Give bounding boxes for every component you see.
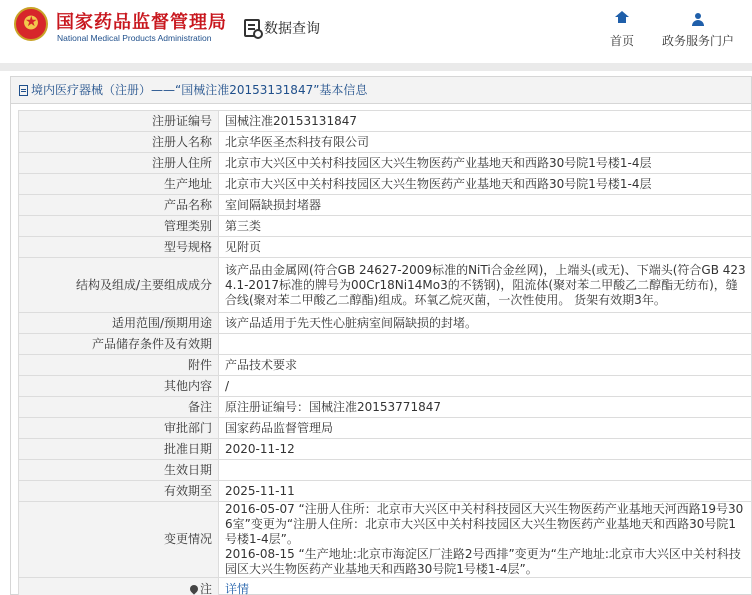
nav-government-service[interactable]	[660, 12, 736, 49]
row-value: 2020-11-12	[219, 439, 752, 460]
table-row	[19, 237, 752, 258]
table-row	[19, 481, 752, 502]
table-row	[19, 216, 752, 237]
data-query-label: 数据查询	[264, 21, 320, 37]
row-label: 附件	[19, 355, 219, 376]
national-emblem-icon	[14, 7, 48, 41]
pin-icon	[188, 583, 199, 594]
table-row	[19, 334, 752, 355]
row-label: 型号规格	[19, 237, 219, 258]
table-row	[19, 418, 752, 439]
table-row	[19, 355, 752, 376]
note-label-cell	[19, 578, 219, 595]
table-row	[19, 313, 752, 334]
breadcrumb-title: ——“国械注准20153131847”基本信息	[151, 82, 368, 97]
row-label: 生效日期	[19, 460, 219, 481]
row-value	[219, 334, 752, 355]
table-row	[19, 132, 752, 153]
row-label: 审批部门	[19, 418, 219, 439]
row-value: /	[219, 376, 752, 397]
table-row	[19, 174, 752, 195]
data-query-link[interactable]	[244, 18, 320, 38]
table-row	[19, 502, 752, 578]
detail-table	[18, 110, 752, 595]
row-value: 国家药品监督管理局	[219, 418, 752, 439]
row-label: 注册证编号	[19, 111, 219, 132]
details-link[interactable]: 详情	[225, 582, 250, 595]
brand-name-en[interactable]: National Medical Products Administration	[57, 33, 212, 43]
user-icon	[692, 13, 704, 26]
table-row	[19, 111, 752, 132]
row-value: 原注册证编号：国械注准20153771847	[219, 397, 752, 418]
header-divider	[0, 63, 752, 71]
row-value: 2025-11-11	[219, 481, 752, 502]
row-label: 批准日期	[19, 439, 219, 460]
table-row	[19, 376, 752, 397]
row-value: 该产品适用于先天性心脏病室间隔缺损的封堵。	[219, 313, 752, 334]
row-value: 第三类	[219, 216, 752, 237]
row-value: 北京市大兴区中关村科技园区大兴生物医药产业基地天和西路30号院1号楼1-4层	[219, 153, 752, 174]
note-label: 注	[199, 582, 212, 595]
row-label: 生产地址	[19, 174, 219, 195]
breadcrumb	[11, 77, 751, 104]
table-row	[19, 460, 752, 481]
row-label: 结构及组成/主要组成成分	[19, 258, 219, 313]
row-label: 适用范围/预期用途	[19, 313, 219, 334]
table-row	[19, 258, 752, 313]
row-label: 其他内容	[19, 376, 219, 397]
row-value: 2016-05-07 “注册人住所：北京市大兴区中关村科技园区大兴生物医药产业基地天河西路19号306室”变更为“注册人住所：北京市大兴区中关村科技园区大兴生物医药产业基地天和西路30号院1号楼1-4层”。 2016-08-15 “生产地址:北京市海淀区厂洼路2号西排”变更为“生产地址:北京市大兴区中关村科技园区大兴生物医药产业基地天和西路30号院1号楼1-4层”。	[219, 502, 752, 578]
nav-service-label: 政务服务门户	[661, 34, 734, 48]
row-label: 注册人名称	[19, 132, 219, 153]
brand-name-cn[interactable]: 国家药品监督管理局	[56, 12, 227, 33]
row-label: 有效期至	[19, 481, 219, 502]
row-label: 注册人住所	[19, 153, 219, 174]
table-row	[19, 439, 752, 460]
row-value	[219, 460, 752, 481]
row-label: 变更情况	[19, 502, 219, 578]
breadcrumb-category-link[interactable]: 境内医疗器械（注册）	[31, 82, 152, 97]
table-row	[19, 195, 752, 216]
document-icon	[19, 85, 28, 96]
home-icon	[616, 14, 628, 26]
nav-home-label: 首页	[609, 34, 634, 48]
row-value: 国械注准20153131847	[219, 111, 752, 132]
data-query-icon	[244, 19, 260, 37]
nav-home[interactable]	[607, 12, 637, 49]
table-row	[19, 153, 752, 174]
note-value-cell	[219, 578, 752, 595]
table-row-note	[19, 578, 752, 595]
site-header	[0, 0, 752, 62]
row-label: 备注	[19, 397, 219, 418]
row-value: 北京市大兴区中关村科技园区大兴生物医药产业基地天和西路30号院1号楼1-4层	[219, 174, 752, 195]
row-label: 管理类别	[19, 216, 219, 237]
row-label: 产品储存条件及有效期	[19, 334, 219, 355]
row-value: 见附页	[219, 237, 752, 258]
row-value: 该产品由金属网(符合GB 24627-2009标准的NiTi合金丝网)，上端头(或无)、下端头(符合GB 4234.1-2017标准的牌号为00Cr18Ni14Mo3的不锈钢)，阻流体(聚对苯二甲酸乙二醇酯无纺布)，缝合线(聚对苯二甲酸乙二醇酯)组成。环氧乙烷灭菌，一次性使用。 货架有效期3年。	[219, 258, 752, 313]
table-row	[19, 397, 752, 418]
row-label: 产品名称	[19, 195, 219, 216]
row-value: 产品技术要求	[219, 355, 752, 376]
row-value: 北京华医圣杰科技有限公司	[219, 132, 752, 153]
row-value: 室间隔缺损封堵器	[219, 195, 752, 216]
